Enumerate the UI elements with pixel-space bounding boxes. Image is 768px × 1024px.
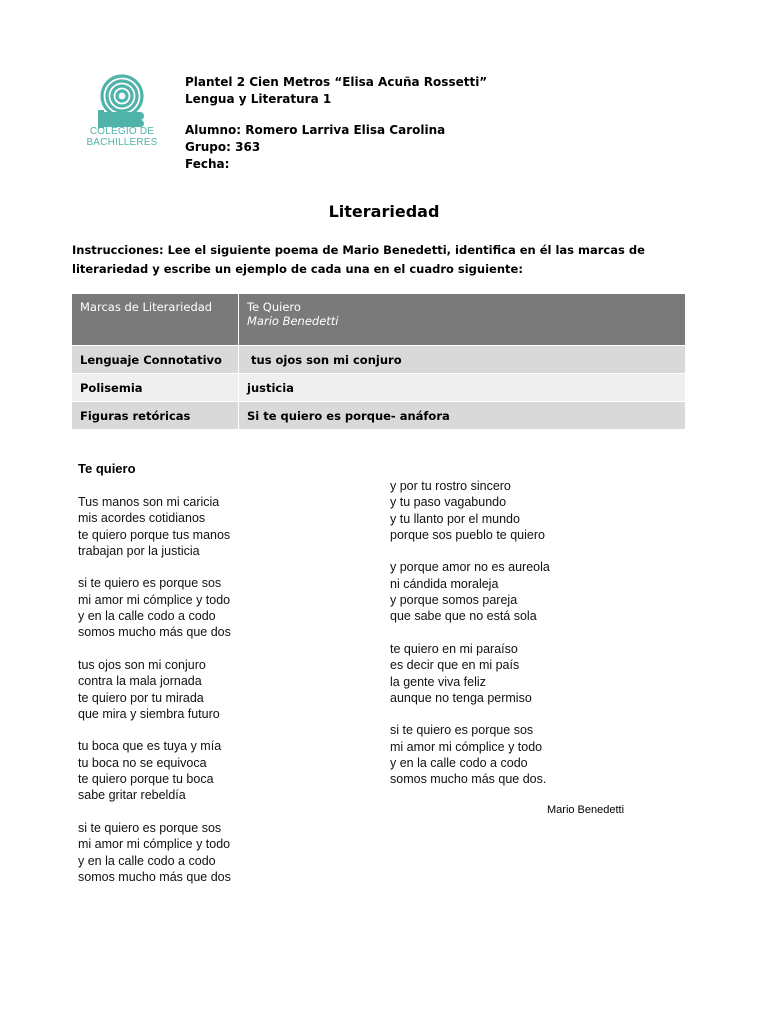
poem-line: y por tu rostro sincero bbox=[390, 479, 511, 493]
poem-stanza bbox=[78, 575, 231, 640]
poem-line: mis acordes cotidianos bbox=[78, 511, 206, 526]
table-header-row bbox=[72, 294, 685, 346]
subject-name: Lengua y Literatura 1 bbox=[185, 92, 332, 106]
poem-line: si te quiero es porque sos bbox=[390, 723, 534, 738]
poem-stanza bbox=[390, 722, 550, 787]
mark-cell: Figuras retóricas bbox=[72, 402, 239, 430]
poem-line: te quiero en mi paraíso bbox=[390, 641, 518, 656]
example-cell: Si te quiero es porque- anáfora bbox=[239, 402, 686, 430]
mark-cell: Polisemia bbox=[72, 374, 239, 402]
poem-line: es decir que en mi país bbox=[390, 658, 520, 673]
poem-line: trabajan por la justicia bbox=[78, 543, 200, 558]
poem-line: la gente viva feliz bbox=[390, 674, 486, 689]
header-poem-title: Te Quiero bbox=[247, 300, 301, 314]
poem-line: y en la calle codo a codo bbox=[390, 756, 528, 771]
mark-cell: Lenguaje Connotativo bbox=[72, 346, 239, 374]
poem-line: tus ojos son mi conjuro bbox=[78, 657, 206, 672]
header-poem-cell bbox=[239, 294, 686, 346]
poem-stanza bbox=[390, 559, 550, 624]
poem-line: Tus manos son mi caricia bbox=[78, 495, 220, 509]
poem-line: tu boca que es tuya y mía bbox=[78, 739, 222, 754]
table-row bbox=[72, 374, 685, 402]
poem-line: y en la calle codo a codo bbox=[78, 609, 216, 624]
example-cell: tus ojos son mi conjuro bbox=[239, 346, 686, 374]
header-marks-cell: Marcas de Literariedad bbox=[72, 294, 239, 346]
table-row bbox=[72, 346, 685, 374]
logo-text bbox=[76, 126, 168, 148]
poem-stanza bbox=[390, 478, 550, 543]
poem-line: mi amor mi cómplice y todo bbox=[390, 739, 543, 754]
poem-line: y tu llanto por el mundo bbox=[390, 511, 520, 526]
logo-spiral-icon bbox=[76, 72, 168, 132]
poem-stanza bbox=[390, 641, 550, 706]
poem-line: somos mucho más que dos. bbox=[390, 772, 547, 787]
poem-title: Te quiero bbox=[78, 461, 136, 476]
poem-line: porque sos pueblo te quiero bbox=[390, 527, 545, 542]
poem-stanza bbox=[78, 738, 231, 803]
poem-line: y porque amor no es aureola bbox=[390, 560, 550, 575]
document-header bbox=[185, 74, 487, 173]
poem-line: si te quiero es porque sos bbox=[78, 576, 222, 591]
poem-line: mi amor mi cómplice y todo bbox=[78, 837, 231, 852]
header-poem-author: Mario Benedetti bbox=[247, 314, 339, 328]
poem-line: te quiero porque tus manos bbox=[78, 527, 231, 542]
logo-text-line1: COLEGIO DE bbox=[89, 126, 155, 137]
group-number: Grupo: 363 bbox=[185, 140, 261, 154]
poem-stanza bbox=[78, 494, 231, 559]
poem-line: mi amor mi cómplice y todo bbox=[78, 592, 231, 607]
poem-line: te quiero por tu mirada bbox=[78, 690, 204, 705]
poem-line: sabe gritar rebeldía bbox=[78, 788, 186, 803]
example-cell: justicia bbox=[239, 374, 686, 402]
poem-line: y tu paso vagabundo bbox=[390, 495, 507, 510]
school-name: Plantel 2 Cien Metros “Elisa Acuña Rossetti” bbox=[185, 75, 488, 89]
table-row bbox=[72, 402, 685, 430]
poem-line: aunque no tenga permiso bbox=[390, 690, 532, 705]
date-field: Fecha: bbox=[185, 157, 230, 171]
poem-line: si te quiero es porque sos bbox=[78, 820, 222, 835]
poem-column-left bbox=[78, 494, 231, 901]
student-name: Alumno: Romero Larriva Elisa Carolina bbox=[185, 123, 446, 137]
poem-line: ni cándida moraleja bbox=[390, 576, 499, 591]
logo-text-line2: BACHILLERES bbox=[86, 137, 158, 148]
poem-line: que mira y siembra futuro bbox=[78, 706, 220, 721]
instructions-text: Instrucciones: Lee el siguiente poema de Mario Benedetti, identifica en él las marcas de literariedad y escribe un ejemplo de cada una en el cuadro siguiente: bbox=[72, 243, 645, 276]
poem-line: somos mucho más que dos bbox=[78, 869, 231, 884]
poem-author: Mario Benedetti bbox=[547, 804, 625, 816]
page-title: Literariedad bbox=[328, 202, 440, 221]
poem-line: y en la calle codo a codo bbox=[78, 853, 216, 868]
poem-line: somos mucho más que dos bbox=[78, 625, 231, 640]
poem-line: que sabe que no está sola bbox=[390, 609, 537, 624]
poem-line: y porque somos pareja bbox=[390, 593, 518, 608]
poem-stanza bbox=[78, 657, 231, 722]
poem-line: te quiero porque tu boca bbox=[78, 772, 214, 787]
poem-stanza bbox=[78, 820, 231, 885]
poem-line: contra la mala jornada bbox=[78, 674, 202, 689]
poem-line: tu boca no se equivoca bbox=[78, 755, 207, 770]
literariedad-table bbox=[72, 294, 685, 429]
poem-column-right bbox=[390, 478, 550, 804]
